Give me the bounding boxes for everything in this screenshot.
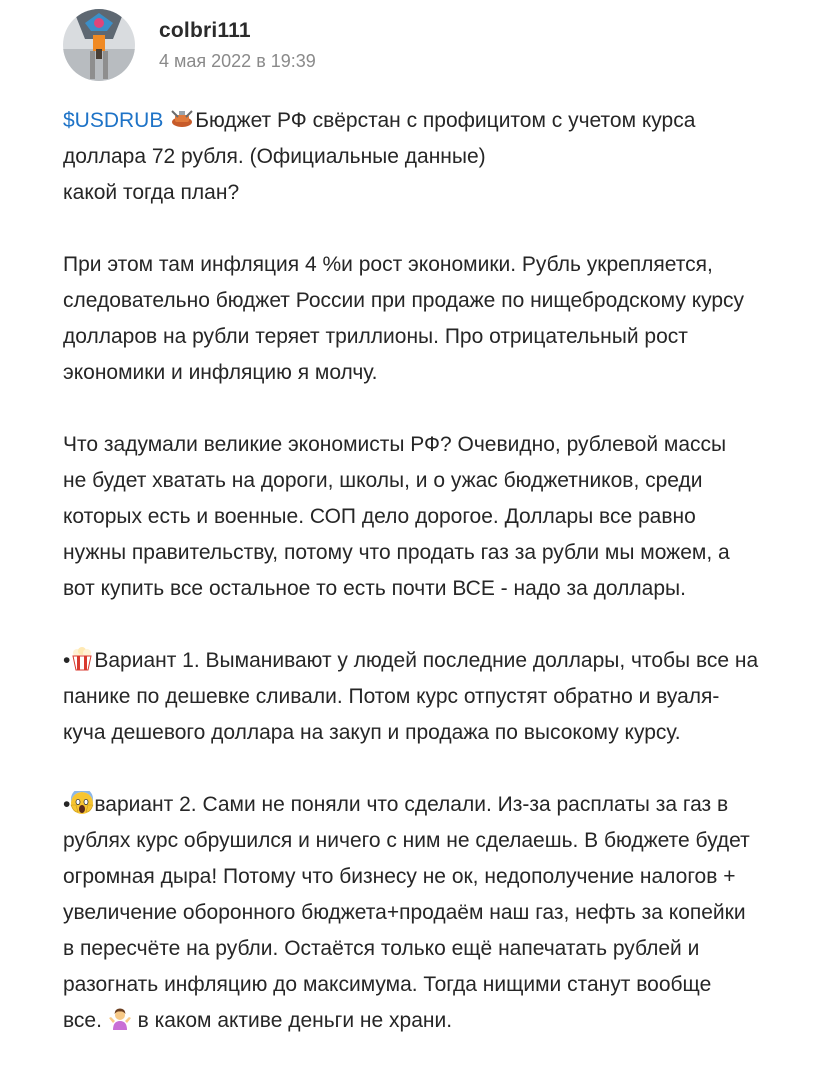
variant-2-line-3: огромная дыра! Потому что бизнесу не ок, недополучение налогов + [63,865,736,888]
variant-2-line-1: вариант 2. Сами не поняли что сделали. Из-за расплаты за газ в [94,793,729,816]
economists-line-4: нужны правительству, потому что продать газ за рубли мы можем, а [63,541,730,564]
screaming-face-icon [70,791,94,815]
rocket-ship-icon [169,107,195,131]
paragraph-variant-2 [63,787,811,1039]
paragraph-gap [63,211,811,247]
bullet: • [63,649,71,672]
paragraph-intro [63,103,811,211]
intro-line-3: какой тогда план? [63,181,240,204]
variant-1-line-3: куча дешевого доллара на закуп и продажа по высокому курсу. [63,721,681,744]
variant-1-line-1: Вариант 1. Выманивают у людей последние доллары, чтобы все на [94,649,759,672]
economists-line-5: вот купить все остальное то есть почти ВСЕ - надо за доллары. [63,577,686,600]
variant-2-line-5: в пересчёте на рубли. Остаётся только ещё напечатать рублей и [63,937,700,960]
intro-line-1: Бюджет РФ свёрстан с профицитом с учетом курса [195,109,696,132]
inflation-line-1: При этом там инфляция 4 %и рост экономики. Рубль укрепляется, [63,253,713,276]
paragraph-variant-1 [63,643,811,751]
variant-2-line-6: разогнать инфляцию до максимума. Тогда нищими станут вообще [63,973,712,996]
person-shrugging-icon [108,1007,132,1031]
variant-2-line-4: увеличение оборонного бюджета+продаём наш газ, нефть за копейки [63,901,746,924]
paragraph-gap [63,391,811,427]
inflation-line-4: экономики и инфляцию я молчу. [63,361,378,384]
inflation-line-2: следовательно бюджет России при продаже по нищебродскому курсу [63,289,745,312]
paragraph-gap [63,607,811,643]
paragraph-gap [63,751,811,787]
post-header [63,8,316,82]
author-avatar[interactable] [63,9,135,81]
paragraph-inflation [63,247,811,391]
bullet: • [63,793,71,816]
variant-1-line-2: панике по дешевке сливали. Потом курс отпустят обратно и вуаля- [63,685,720,708]
popcorn-icon [70,647,94,671]
variant-2-line-2: рублях курс обрушился и ничего с ним не сделаешь. В бюджете будет [63,829,750,852]
post-timestamp: 4 мая 2022 в 19:39 [159,51,316,71]
avatar-image-icon [63,9,135,81]
paragraph-economists [63,427,811,607]
economists-line-2: не будет хватать на дороги, школы, и о ужас бюджетников, среди [63,469,703,492]
author-meta [159,18,316,72]
economists-line-3: которых есть и военные. СОП дело дорогое. Доллары все равно [63,505,696,528]
author-username[interactable]: colbri111 [159,19,251,42]
post-body [63,103,811,1039]
variant-2-line-7-end: в каком активе деньги не храни. [137,1009,453,1032]
intro-line-2: доллара 72 рубля. (Официальные данные) [63,145,486,168]
inflation-line-3: долларов на рубли теряет триллионы. Про отрицательный рост [63,325,688,348]
variant-2-line-7-start: все. [63,1009,102,1032]
ticker-link[interactable]: $USDRUB [63,109,164,132]
economists-line-1: Что задумали великие экономисты РФ? Очевидно, рублевой массы [63,433,727,456]
